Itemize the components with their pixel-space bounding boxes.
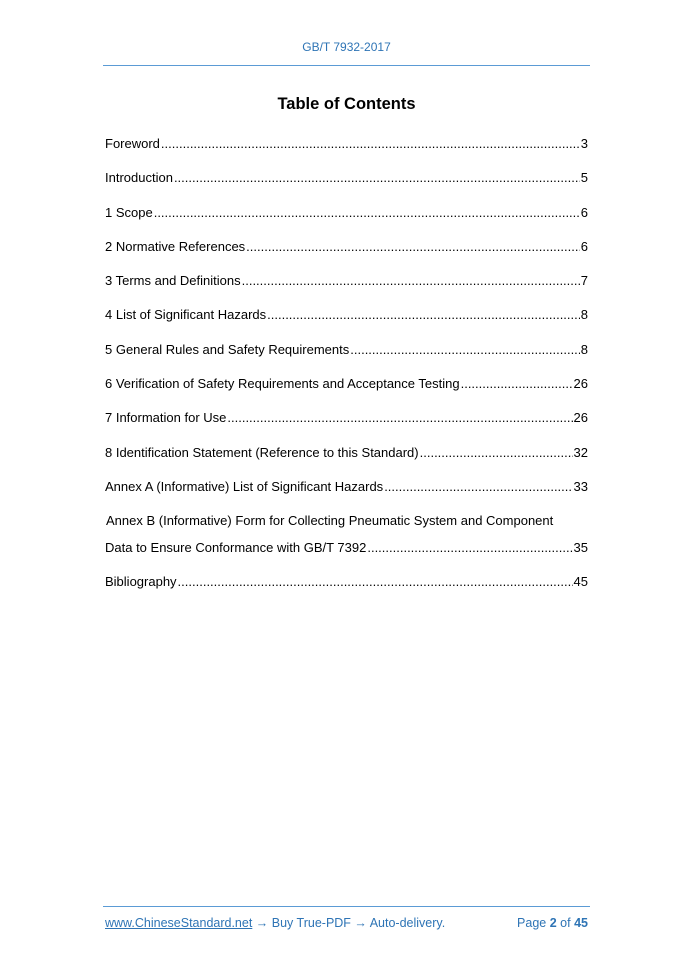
toc-leader-dots <box>384 476 572 498</box>
header-divider <box>103 65 590 66</box>
table-of-contents <box>105 133 588 606</box>
toc-entry-annex-a[interactable] <box>105 476 588 510</box>
toc-leader-dots <box>461 373 573 395</box>
page-footer <box>105 916 588 930</box>
toc-entry-identification-statement[interactable] <box>105 442 588 476</box>
toc-entry-page: 7 <box>580 273 588 289</box>
toc-leader-dots <box>161 133 580 155</box>
toc-leader-dots <box>178 571 573 593</box>
toc-leader-dots <box>154 202 580 224</box>
toc-entry-verification[interactable] <box>105 373 588 407</box>
toc-leader-dots <box>367 537 572 559</box>
toc-entry-page: 8 <box>580 307 588 323</box>
toc-entry-terms-definitions[interactable] <box>105 270 588 304</box>
toc-entry-annex-b[interactable] <box>105 510 588 571</box>
footer-divider <box>103 906 590 907</box>
toc-entry-label: 7 Information for Use <box>105 410 227 426</box>
page-indicator <box>517 916 588 930</box>
toc-entry-label: Introduction <box>105 170 173 186</box>
toc-entry-introduction[interactable] <box>105 167 588 201</box>
toc-entry-page: 6 <box>580 204 588 220</box>
of-word: of <box>560 916 571 930</box>
toc-leader-dots <box>174 167 580 189</box>
toc-entry-label: 1 Scope <box>105 204 153 220</box>
page-word: Page <box>517 916 547 930</box>
toc-entry-label: 2 Normative References <box>105 238 246 254</box>
toc-entry-label: 3 Terms and Definitions <box>105 273 241 289</box>
toc-entry-page: 26 <box>573 410 588 426</box>
page-header <box>0 40 693 54</box>
toc-entry-general-rules[interactable] <box>105 339 588 373</box>
standard-code: GB/T 7932-2017 <box>302 40 391 54</box>
toc-entry-label: 4 List of Significant Hazards <box>105 307 267 323</box>
toc-entry-normative-references[interactable] <box>105 236 588 270</box>
promo-text: → Buy True-PDF → Auto-delivery. <box>252 916 446 930</box>
toc-entry-label: Annex A (Informative) List of Significant Hazards <box>105 478 384 494</box>
toc-leader-dots <box>267 304 580 326</box>
toc-entry-label: 8 Identification Statement (Reference to this Standard) <box>105 444 419 460</box>
toc-entry-information-for-use[interactable] <box>105 407 588 441</box>
toc-entry-bibliography[interactable] <box>105 571 588 605</box>
toc-entry-label-line2: Data to Ensure Conformance with GB/T 7392 <box>105 540 367 556</box>
toc-entry-label-line1: Annex B (Informative) Form for Collecting Pneumatic System and Component <box>106 513 554 529</box>
toc-entry-page: 6 <box>580 238 588 254</box>
toc-entry-label: 5 General Rules and Safety Requirements <box>105 341 350 357</box>
toc-entry-label: 6 Verification of Safety Requirements and Acceptance Testing <box>105 376 460 392</box>
toc-entry-page: 8 <box>580 341 588 357</box>
footer-promo <box>105 916 445 930</box>
toc-entry-label: Bibliography <box>105 574 177 590</box>
toc-leader-dots <box>242 270 580 292</box>
toc-leader-dots <box>420 442 573 464</box>
toc-leader-dots <box>227 407 572 429</box>
toc-leader-dots <box>246 236 580 258</box>
toc-entry-label: Foreword <box>105 136 160 151</box>
page-title: Table of Contents <box>277 95 416 113</box>
toc-entry-page: 3 <box>580 136 588 151</box>
toc-entry-page: 26 <box>573 376 588 392</box>
current-page: 2 <box>549 916 557 930</box>
toc-entry-page: 35 <box>573 540 588 556</box>
toc-entry-page: 5 <box>580 170 588 186</box>
website-link[interactable]: www.ChineseStandard.net <box>105 916 253 930</box>
toc-entry-page: 33 <box>573 478 588 494</box>
toc-entry-scope[interactable] <box>105 202 588 236</box>
toc-entry-significant-hazards[interactable] <box>105 304 588 338</box>
toc-leader-dots <box>350 339 580 361</box>
toc-entry-page: 32 <box>573 444 588 460</box>
toc-entry-page: 45 <box>573 574 588 590</box>
total-pages: 45 <box>574 916 588 930</box>
toc-entry-foreword[interactable] <box>105 133 588 167</box>
